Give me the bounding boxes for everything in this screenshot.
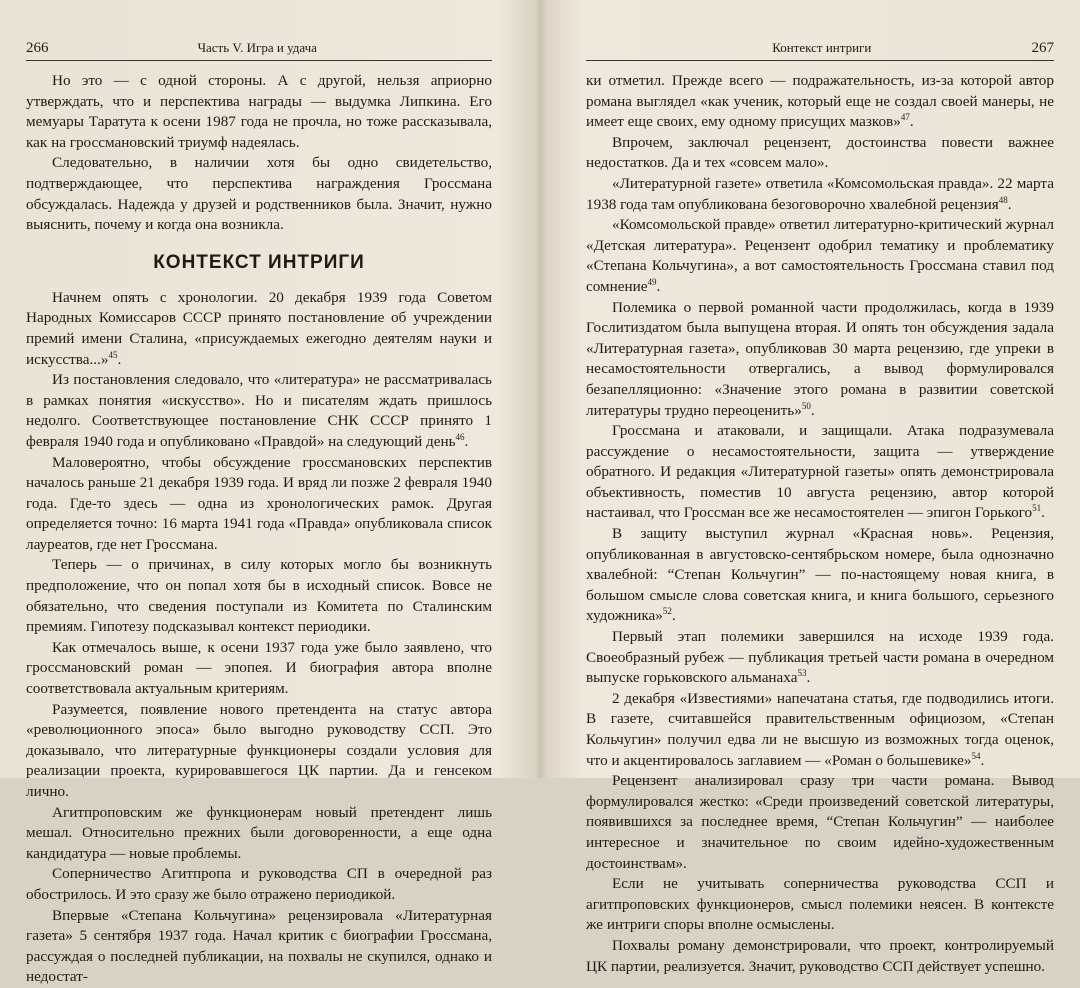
- paragraph: Соперничество Агитпропа и руководства СП в очередной раз обострилось. И это сразу же было отражено периодикой.: [26, 865, 492, 903]
- paragraph: Теперь — о причинах, в силу которых могло бы возникнуть предположение, что он попал хотя бы в исходный список. Вовсе не обязательно, что сведения поступали из Комитета по Сталинским премиям. Гипотезу подсказывал контекст периодики.: [26, 556, 492, 636]
- left-page-header: [26, 40, 492, 61]
- paragraph: Рецензент анализировал сразу три части романа. Вывод формулировался жестко: «Среди произведений советской литературы, появившихся за последнее время, “Степан Кольчугин” — наиболее интересное и значительное по своим идейно-художественным достоинствам».: [586, 772, 1054, 872]
- footnote-ref[interactable]: 49: [647, 276, 657, 287]
- paragraph: ки отметил. Прежде всего — подражательность, из-за которой автор романа выглядел «как ученик, который еще не создал своей манеры, не имеет еще своих, ему одному присущих мазков»$^{47}$.: [586, 72, 1054, 131]
- paragraph: «Комсомольской правде» ответил литературно-критический журнал «Детская литература». Рецензент одобрил тематику и проблематику «Степана Кольчугина», а вот самостоятельность Гроссмана ставил под сомнение$^{49}$.: [586, 216, 1054, 295]
- footnote-ref[interactable]: 53: [797, 668, 807, 679]
- section-heading: КОНТЕКСТ ИНТРИГИ: [153, 251, 365, 273]
- footnote-ref[interactable]: 45: [108, 349, 118, 360]
- paragraph: Разумеется, появление нового претендента на статус автора «революционного эпоса» было выгодно руководству ССП. Это доказывало, что литературные функционеры создали условия для реализации проекта, курировавшегося ЦК партии. Да и генсеком лично.: [26, 700, 492, 800]
- page-number: 267: [1031, 40, 1054, 56]
- footnote-ref[interactable]: 54: [971, 750, 981, 761]
- paragraph: Маловероятно, чтобы обсуждение гроссмановских перспектив началось раньше 21 декабря 1939 года. И вряд ли позже 2 февраля 1940 года. Где-то здесь — одна из хронологических рамок. Другая определяется точно: 16 марта 1941 года «Правда» опубликовала список лауреатов, где нет Гроссмана.: [26, 453, 492, 553]
- paragraph: Если не учитывать соперничества руководства ССП и агитпроповских функционеров, смысл полемики неясен. В контексте же интриги споры вполне осмыслены.: [586, 875, 1054, 934]
- paragraph: В защиту выступил журнал «Красная новь». Рецензия, опубликованная в августовско-сентябрьском номере, была однозначно хвалебной: “Степан Кольчугин” — по-настоящему новая книга, в большом смысле слова советская книга, и книга большого, серьезного художника»$^{52}$.: [586, 525, 1054, 625]
- footnote-ref[interactable]: 48: [998, 194, 1008, 205]
- paragraph: «Литературной газете» ответила «Комсомольская правда». 22 марта 1938 года там опубликована безоговорочно хвалебной рецензия$^{48}$.: [586, 174, 1054, 213]
- paragraph: Впервые «Степана Кольчугина» рецензировала «Литературная газета» 5 сентября 1937 года. Начал критик с биографии Гроссмана, рассуждая о последней публикации, на похвалы не скупился, однако и недостат-: [26, 906, 492, 986]
- right-page: [540, 0, 1080, 975]
- paragraph: Гроссмана и атаковали, и защищали. Атака подразумевала рассуждение о несамостоятельности, защита — утверждение обратного. И редакция «Литературной газеты» опять демонстрировала объективность, поместив 10 августа рецензию, автор которой настаивал, что Гроссман все же несамостоятелен — эпигон Горького$^{51}$.: [586, 422, 1054, 522]
- paragraph: Из постановления следовало, что «литература» не рассматривалась в рамках понятия «искусство». Но и писателям ждать пришлось недолго. Соответствующее постановление СНК СССР принято 1 февраля 1940 года и опубликовано «Правдой» на следующий день$^{46}$.: [26, 371, 492, 450]
- footnote-ref[interactable]: 47: [900, 112, 910, 123]
- footnote-ref[interactable]: 52: [662, 606, 672, 617]
- paragraph: Похвалы роману демонстрировали, что проект, контролируемый ЦК партии, реализуется. Значит, руководство ССП действует успешно.: [586, 936, 1054, 975]
- page-number: 266: [26, 40, 49, 56]
- footnote-ref[interactable]: 50: [801, 400, 811, 411]
- left-page: [0, 0, 540, 986]
- paragraph: Агитпроповским же функционерам новый претендент лишь мешал. Относительно прежних были договоренности, а еще одна кандидатура — новые проблемы.: [26, 803, 492, 862]
- running-head: Контекст интриги: [772, 40, 872, 55]
- paragraph: Полемика о первой романной части продолжилась, когда в 1939 Гослитиздатом была выпущена вторая. И опять тон обсуждения задала «Литературная газета», опубликовав 30 марта рецензию, где упреки в несамостоятельности отвергались, а вывод формулировался безапелляционно: «Значение этого романа в развитии советской литературы трудно переоценить»$^{50}$.: [586, 298, 1054, 419]
- paragraph: Но это — с одной стороны. А с другой, нельзя априорно утверждать, что и перспектива награды — выдумка Липкина. Его мемуары Таратута к осени 1987 года не прочла, но тоже рассказывала, как на гроссмановский триумф надеялась.: [26, 72, 492, 151]
- paragraph: Как отмечалось выше, к осени 1937 года уже было заявлено, что гроссмановский роман — эпопея. И биография автора вполне соответствовала актуальным критериям.: [26, 638, 492, 698]
- right-page-header: [586, 40, 1054, 61]
- footnote-ref[interactable]: 46: [455, 431, 465, 442]
- paragraph: Впрочем, заключал рецензент, достоинства повести важнее недостатков. Да и тех «совсем мало».: [586, 133, 1054, 172]
- paragraph: Следовательно, в наличии хотя бы одно свидетельство, подтверждающее, что перспектива награждения Гроссмана обсуждалась. Надежда у друзей и родственников была. Значит, нужно выяснить, почему и когда она возникла.: [26, 154, 492, 234]
- paragraph: Начнем опять с хронологии. 20 декабря 1939 года Советом Народных Комиссаров СССР принято постановление об учреждении премий имени Сталина, «присуждаемых ежегодно деятелям науки и искусства...»$^{45}$.: [26, 288, 492, 368]
- right-page-text: [586, 71, 1054, 977]
- left-page-text: [26, 71, 492, 988]
- paragraph: Первый этап полемики завершился на исходе 1939 года. Своеобразный рубеж — публикация третьей части романа в очередном выпуске горьковского альманаха$^{53}$.: [586, 628, 1054, 687]
- paragraph: 2 декабря «Известиями» напечатана статья, где подводились итоги. В газете, считавшейся правительственным официозом, «Степан Кольчугин» получил едва ли не высшую из возможных тогда оценок, что и акцентировалось заглавием — «Роман о большевике»$^{54}$.: [586, 689, 1054, 769]
- running-head: Часть V. Игра и удача: [197, 40, 317, 55]
- footnote-ref[interactable]: 51: [1032, 503, 1042, 514]
